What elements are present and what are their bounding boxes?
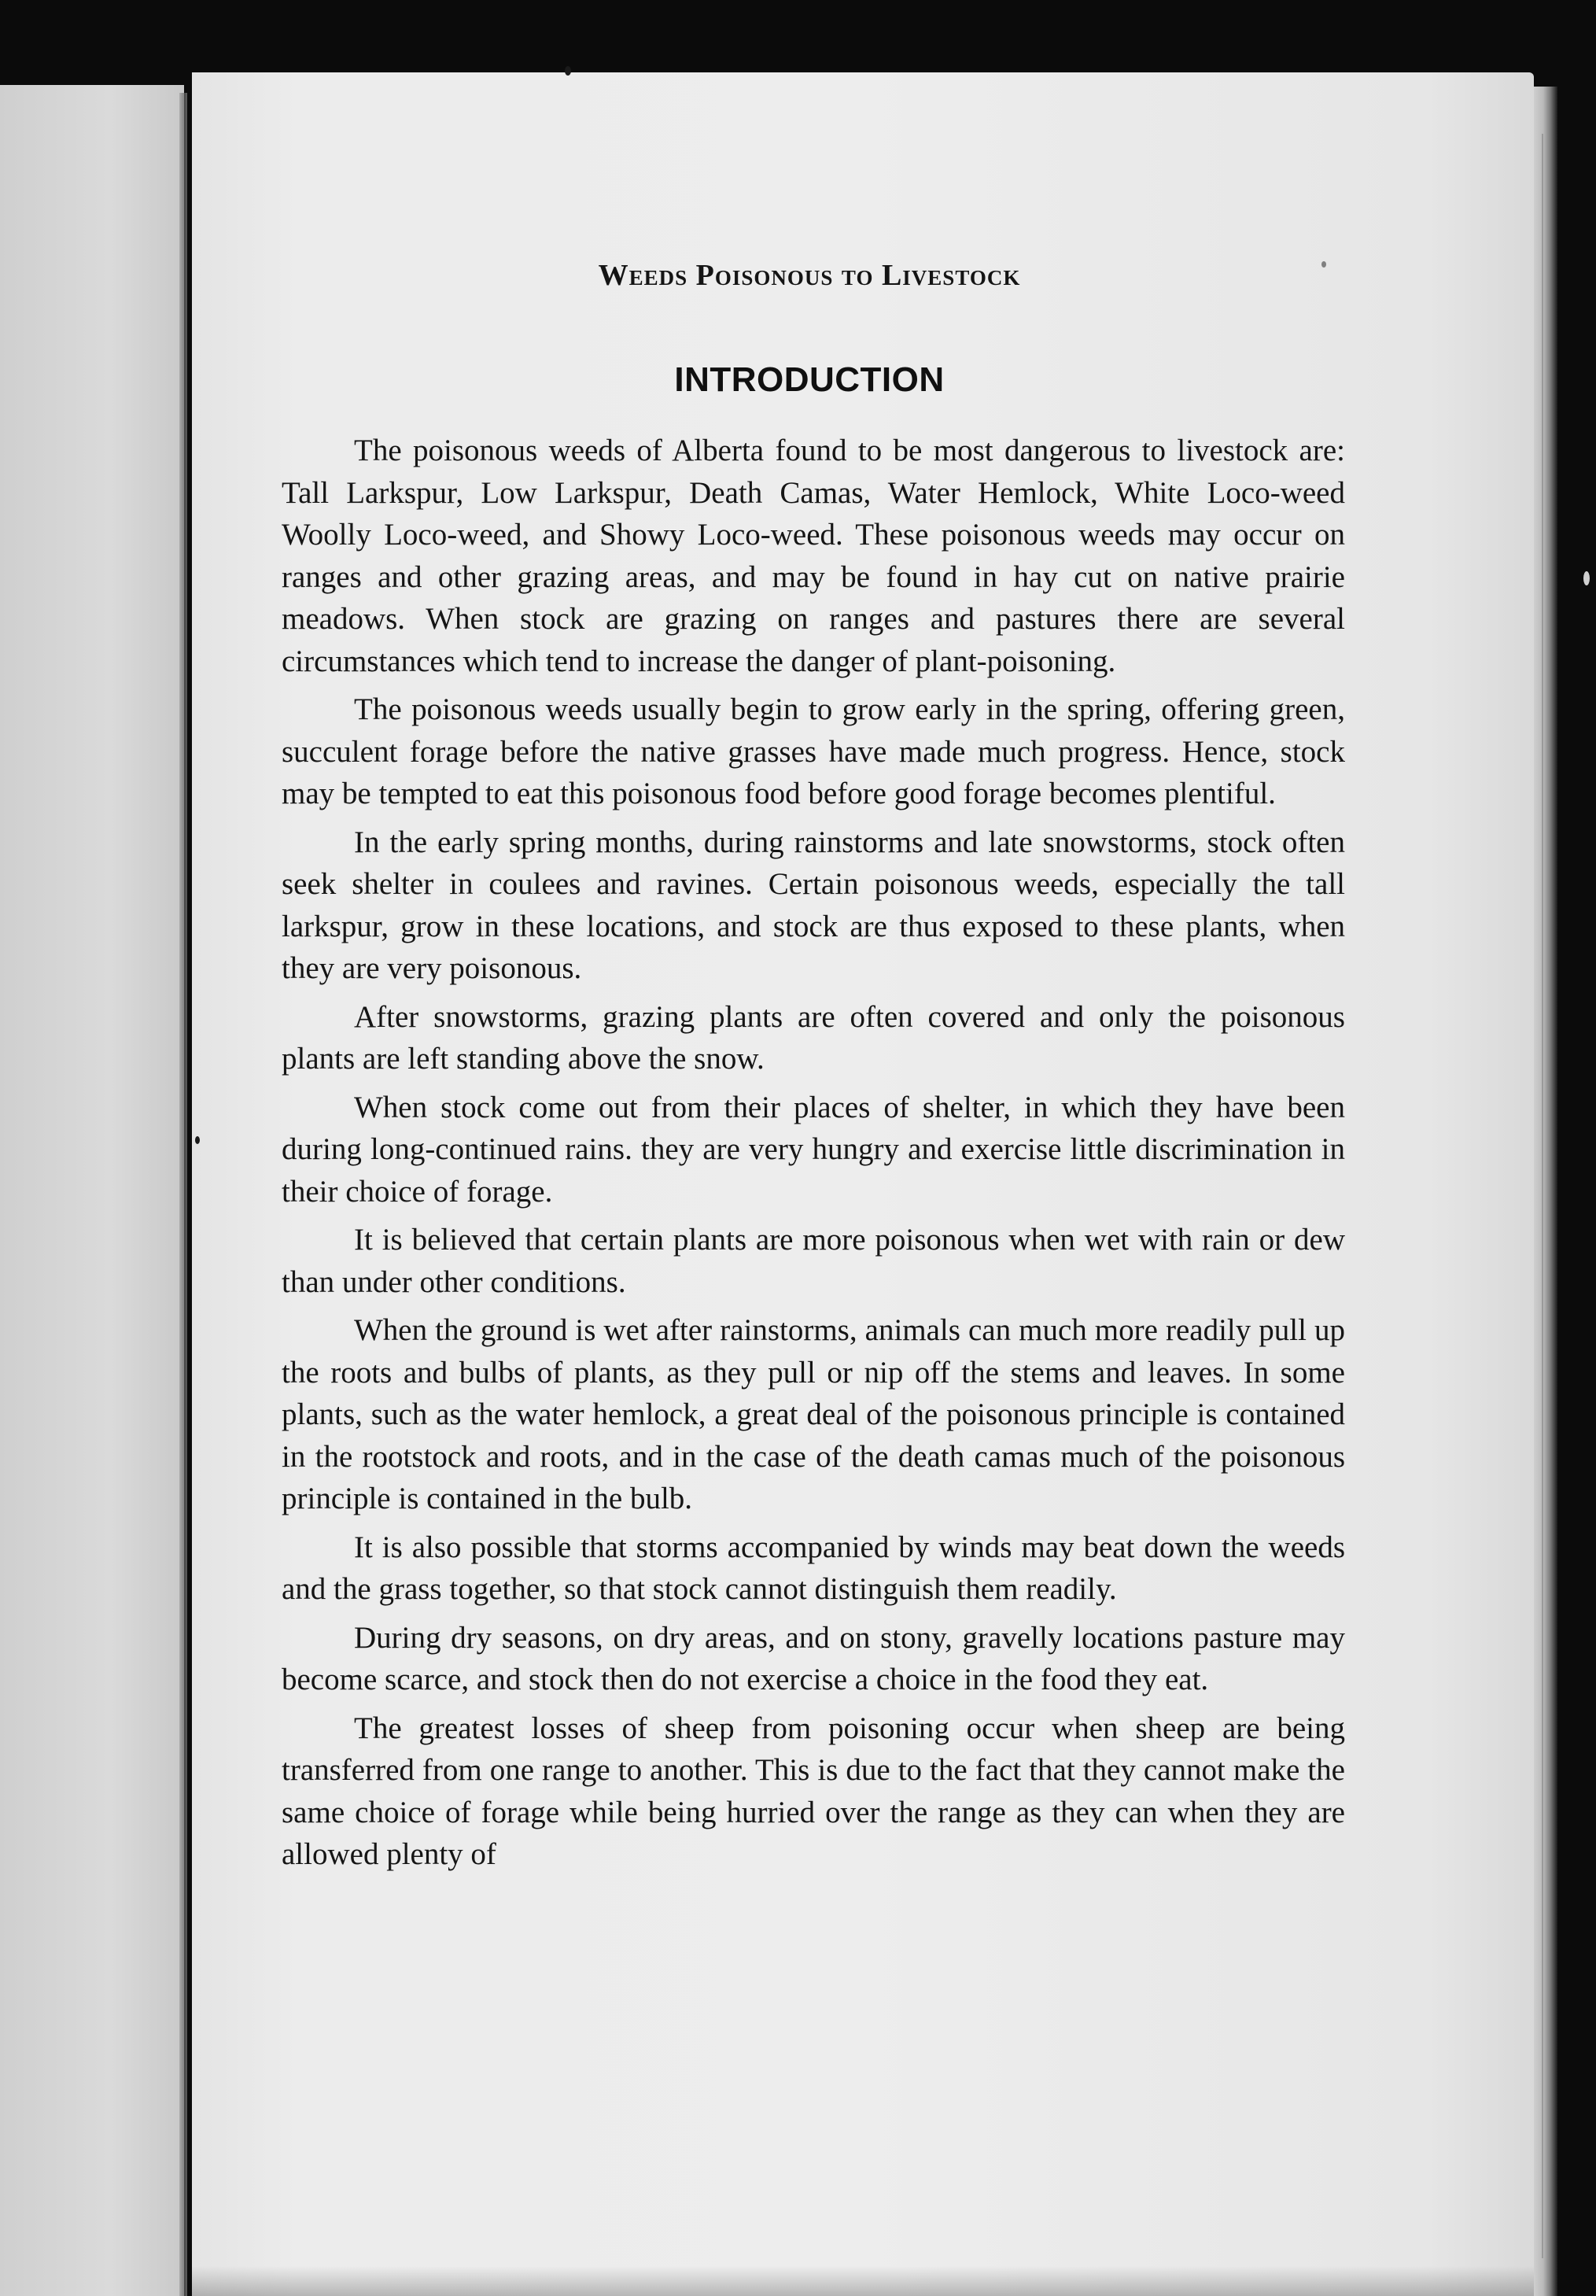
running-head: Weeds Poisonous to Livestock xyxy=(598,259,1021,292)
paragraph: When stock come out from their places of shelter, in which they have been during long-continued rains. they are very hungry and exercise little discrimination in their choice of forage. xyxy=(282,1090,1345,1209)
paragraph: The poisonous weeds of Alberta found to be most dangerous to livestock are: Tall Larkspur, Low Larkspur, Death Camas, Water Hemlock, White Loco-weed Woolly Loco-weed, and Showy Loco-weed. These poisonous weeds may occur on ranges and other grazing areas, and may be found in hay cut on native prairie meadows. When stock are grazing on ranges and pastures there are several circumstances which tend to increase the danger of plant-poisoning. xyxy=(282,434,1345,678)
scan-speck xyxy=(565,66,571,76)
page-edge-line xyxy=(1542,134,1543,2258)
paragraph: In the early spring months, during rainstorms and late snowstorms, stock often seek shelter in coulees and ravines. Certain poisonous weeds, especially the tall larkspur, grow in these locations, and stock are thus exposed to these plants, when they are very poisonous. xyxy=(282,825,1345,985)
paragraph: The poisonous weeds usually begin to grow early in the spring, offering green, succulent forage before the native grasses have made much progress. Hence, stock may be tempted to eat this poisonous food before good forage becomes plentiful. xyxy=(282,692,1345,810)
paragraph: It is believed that certain plants are more poisonous when wet with rain or dew than under other conditions. xyxy=(282,1223,1345,1299)
paragraph: It is also possible that storms accompanied by winds may beat down the weeds and the grass together, so that stock cannot distinguish them readily. xyxy=(282,1530,1345,1606)
paragraph: During dry seasons, on dry areas, and on stony, gravelly locations pasture may become scarce, and stock then do not exercise a choice in the food they eat. xyxy=(282,1620,1345,1696)
body-text xyxy=(282,430,1345,1882)
scan-speck xyxy=(1583,571,1590,585)
paragraph: After snowstorms, grazing plants are often covered and only the poisonous plants are left standing above the snow. xyxy=(282,999,1345,1076)
scan-speck xyxy=(195,1136,200,1144)
paragraph: When the ground is wet after rainstorms, animals can much more readily pull up the roots and bulbs of plants, as they pull or nip off the stems and leaves. In some plants, such as the water hemlock, a great deal of the poisonous principle is contained in the rootstock and roots, and in the case of the death camas much of the poisonous principle is contained in the bulb. xyxy=(282,1313,1345,1515)
binding-gutter xyxy=(179,93,187,2296)
left-page-edge xyxy=(0,85,184,2296)
section-title: INTRODUCTION xyxy=(674,360,945,399)
bottom-shadow xyxy=(192,2266,1534,2296)
paragraph: The greatest losses of sheep from poisoning occur when sheep are being transferred from one range to another. This is due to the fact that they cannot make the same choice of forage while being hurried over the range as they can when they are allowed plenty of xyxy=(282,1711,1345,1871)
page-edge-shadow xyxy=(1534,87,1557,2296)
